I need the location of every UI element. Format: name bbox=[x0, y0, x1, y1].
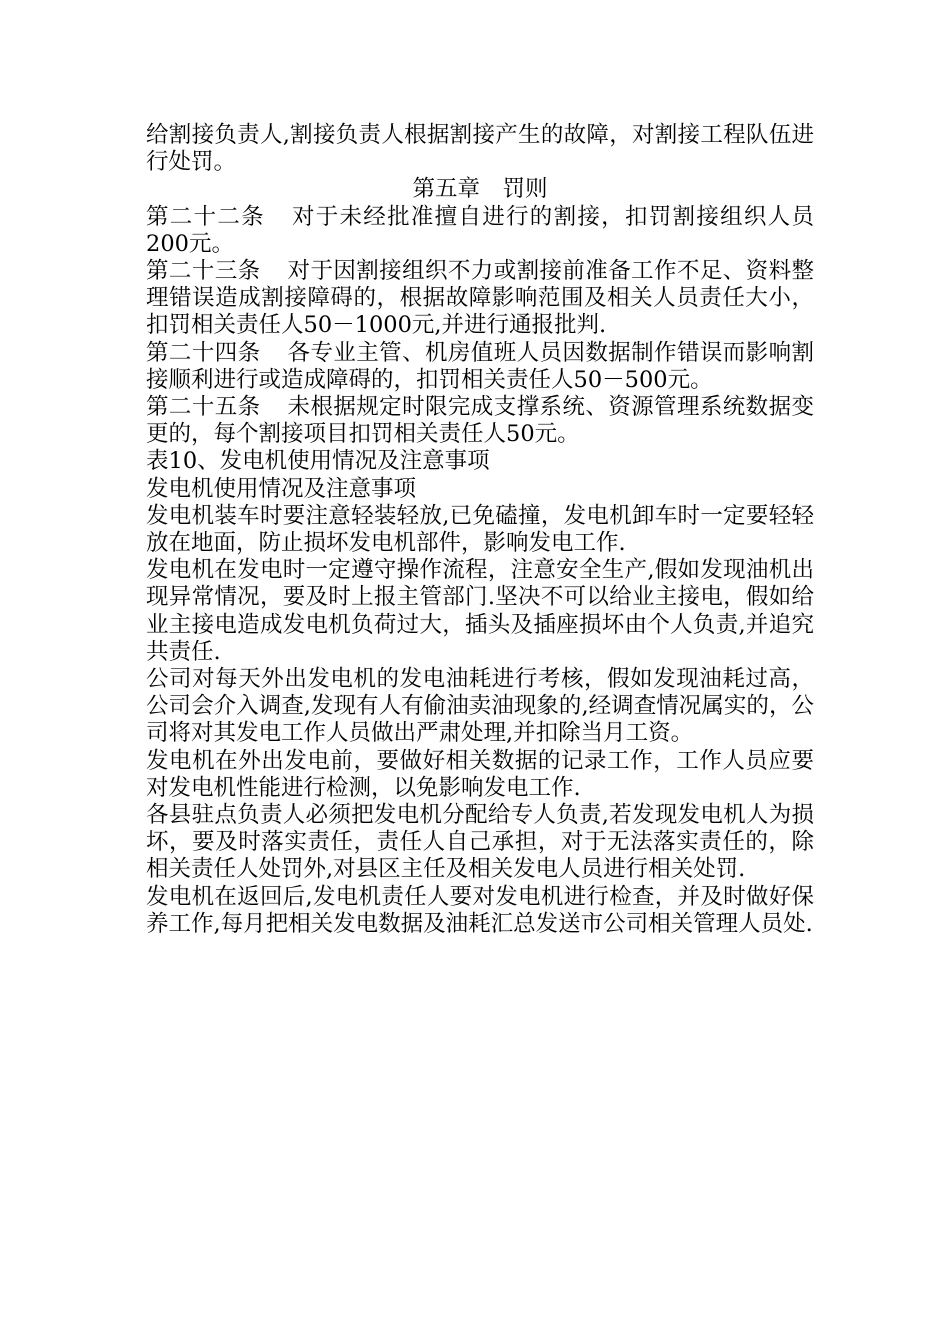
table-caption: 表10、发电机使用情况及注意事项 bbox=[146, 448, 490, 475]
article-number: 第二十四条 bbox=[146, 339, 261, 366]
body-paragraph: 发电机在外出发电前，要做好相关数据的记录工作，工作人员应要对发电机性能进行检测，以免影响发电工作. bbox=[146, 747, 814, 801]
article-23 bbox=[146, 258, 814, 340]
document-page bbox=[146, 122, 814, 938]
article-22 bbox=[146, 204, 814, 258]
article-text: 对于因割接组织不力或割接前准备工作不足、资料整理错误造成割接障碍的，根据故障影响范围及相关人员责任大小，扣罚相关责任人50－1000元,并进行通报批判. bbox=[146, 258, 814, 339]
body-paragraph: 发电机装车时要注意轻装轻放,已免磕撞，发电机卸车时一定要轻轻放在地面，防止损坏发电机部件，影响发电工作. bbox=[146, 502, 814, 557]
article-number: 第二十三条 bbox=[146, 258, 261, 285]
article-number: 第二十五条 bbox=[146, 394, 261, 421]
body-paragraph: 公司对每天外出发电机的发电油耗进行考核，假如发现油耗过高，公司会介入调查,发现有人有偷油卖油现象的,经调查情况属实的，公司将对其发电工作人员做出严肃处理,并扣除当月工资。 bbox=[146, 666, 814, 747]
article-number: 第二十二条 bbox=[146, 203, 265, 230]
body-paragraph: 发电机在发电时一定遵守操作流程，注意安全生产,假如发现油机出现异常情况，要及时上报主管部门.坚决不可以给业主接电，假如给业主接电造成发电机负荷过大，插头及插座损坏由个人负责,并追究共责任. bbox=[146, 557, 814, 665]
article-text: 各专业主管、机房值班人员因数据制作错误而影响割接顺利进行或造成障碍的，扣罚相关责任人50－500元。 bbox=[146, 339, 814, 393]
article-text: 未根据规定时限完成支撑系统、资源管理系统数据变更的，每个割接项目扣罚相关责任人50元。 bbox=[146, 394, 814, 448]
article-text: 对于未经批准擅自进行的割接，扣罚割接组织人员200元。 bbox=[146, 203, 814, 257]
body-paragraph: 发电机在返回后,发电机责任人要对发电机进行检查，并及时做好保养工作,每月把相关发电数据及油耗汇总发送市公司相关管理人员处. bbox=[146, 883, 814, 937]
section-title: 发电机使用情况及注意事项 bbox=[146, 475, 417, 502]
continuation-paragraph: 给割接负责人,割接负责人根据割接产生的故障，对割接工程队伍进行处罚。 bbox=[146, 122, 814, 176]
chapter-heading: 第五章 罚则 bbox=[412, 176, 548, 203]
body-paragraph: 各县驻点负责人必须把发电机分配给专人负责,若发现发电机人为损坏，要及时落实责任，责任人自己承担，对于无法落实责任的，除相关责任人处罚外,对县区主任及相关发电人员进行相关处罚. bbox=[146, 802, 814, 883]
article-25 bbox=[146, 394, 814, 448]
article-24 bbox=[146, 340, 814, 394]
